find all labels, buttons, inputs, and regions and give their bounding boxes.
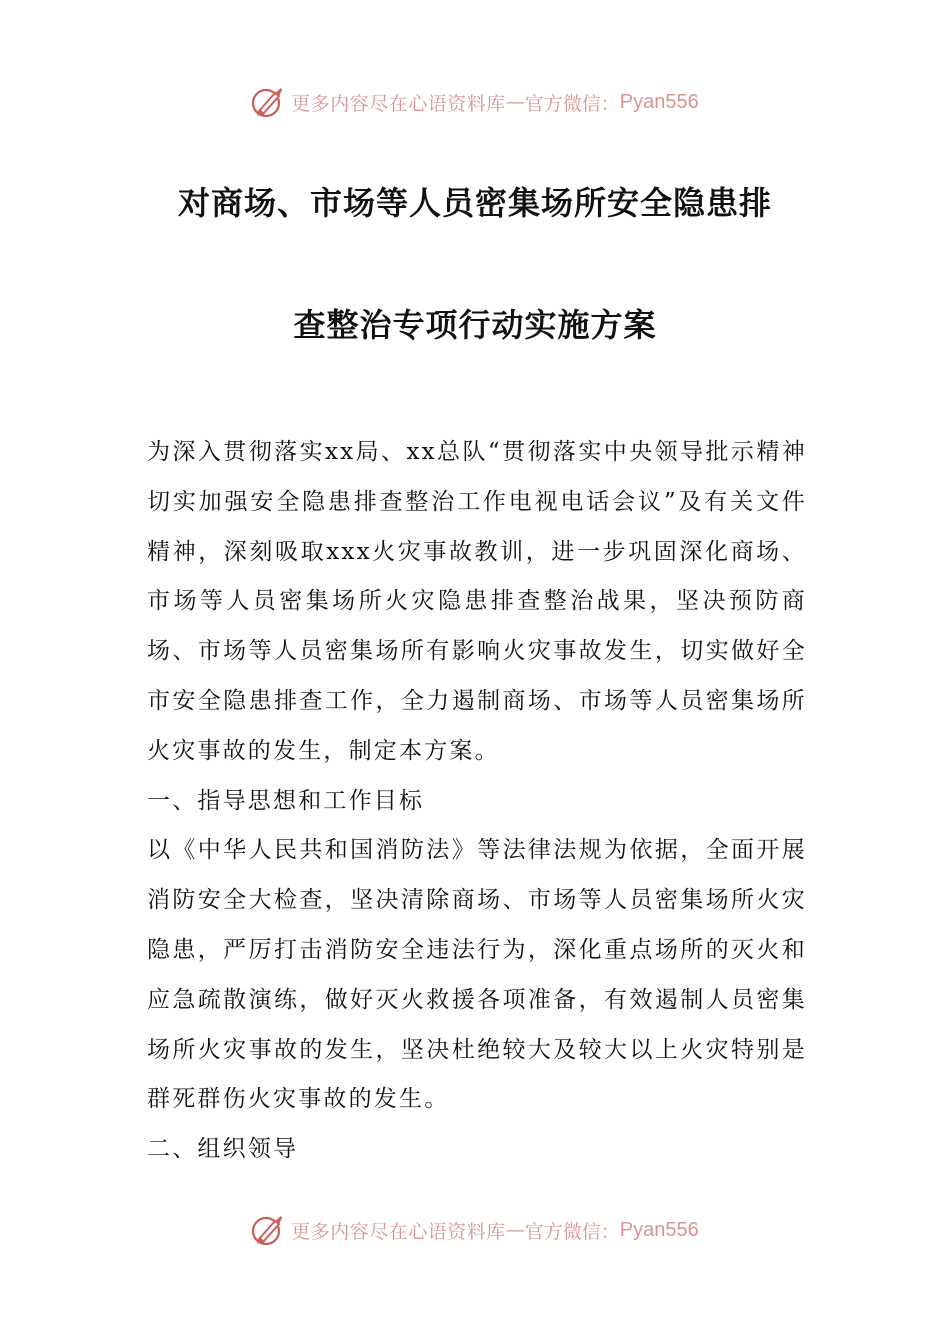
watermark-wechat-label: 官方微信： bbox=[524, 1220, 620, 1243]
header-watermark bbox=[0, 82, 950, 122]
intro-paragraph: 为深入贯彻落实xx局、xx总队“贯彻落实中央领导批示精神切实加强安全隐患排查整治工作电视电话会议”及有关文件精神，深刻吸取xxx火灾事故教训，进一步巩固深化商场、市场等人员密集场所火灾隐患排查整治战果，坚决预防商场、市场等人员密集场所有影响火灾事故发生，切实做好全市安全隐患排查工作，全力遏制商场、市场等人员密集场所火灾事故的发生，制定本方案。 bbox=[147, 439, 807, 764]
watermark-wechat-id: Pyan556 bbox=[619, 90, 699, 113]
document-title-line-1: 对商场、市场等人员密集场所安全隐患排 bbox=[177, 184, 772, 222]
section-1-heading: 一、指导思想和工作目标 bbox=[147, 787, 425, 814]
watermark-wechat-label: 官方微信： bbox=[524, 92, 620, 115]
document-body bbox=[147, 428, 807, 1175]
section-1-paragraph: 以《中华人民共和国消防法》等法律法规为依据，全面开展消防安全大检查，坚决清除商场、市场等人员密集场所火灾隐患，严厉打击消防安全违法行为，深化重点场所的灭火和应急疏散演练，做好灭火救援各项准备，有效遏制人员密集场所火灾事故的发生，坚决杜绝较大及较大以上火灾特别是群死群伤火灾事故的发生。 bbox=[147, 837, 807, 1113]
fountain-pen-logo-icon bbox=[251, 1213, 285, 1247]
watermark-site-text: 更多内容尽在心语资料库 bbox=[291, 1220, 506, 1243]
watermark-separator: — bbox=[505, 91, 525, 113]
footer-watermark bbox=[0, 1210, 950, 1250]
watermark-site-text: 更多内容尽在心语资料库 bbox=[291, 92, 506, 115]
fountain-pen-logo-icon bbox=[251, 85, 285, 119]
section-2-heading: 二、组织领导 bbox=[147, 1136, 299, 1163]
document-title-line-2: 查整治专项行动实施方案 bbox=[293, 306, 657, 344]
watermark-wechat-id: Pyan556 bbox=[619, 1218, 699, 1241]
watermark-separator: — bbox=[505, 1219, 525, 1241]
